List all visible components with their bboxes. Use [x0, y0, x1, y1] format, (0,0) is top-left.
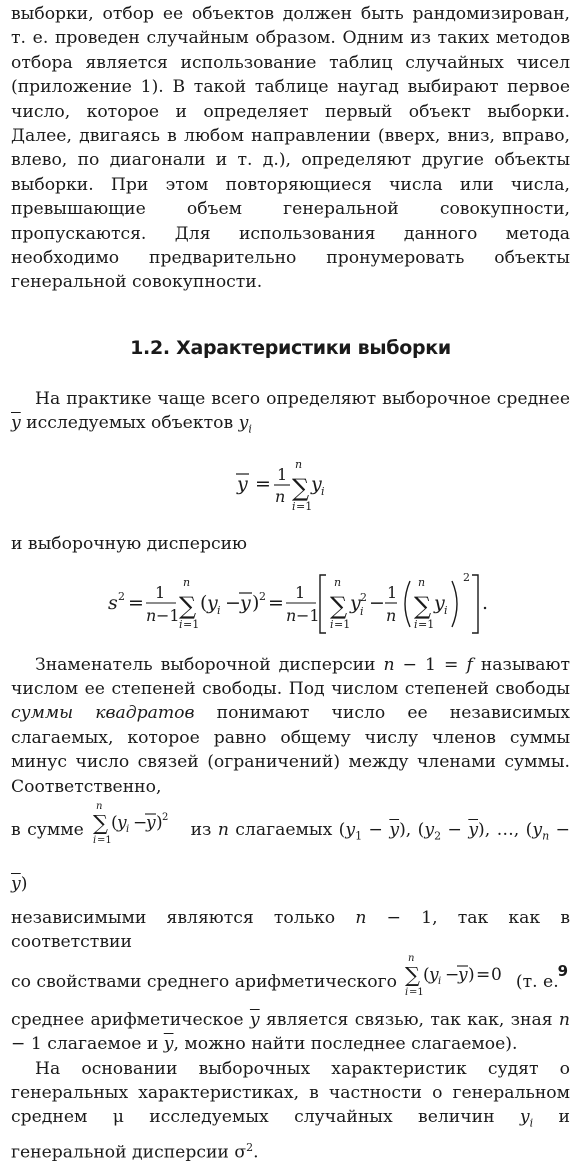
svg-text:n: n	[294, 458, 302, 472]
svg-text:i: i	[329, 617, 334, 631]
svg-text:): )	[468, 964, 476, 985]
constraint-paragraph: среднее арифметическое $\overline{y}$ является связью, так как, зная n − 1 слагаемое и $\overline{y}$, можно найти последнее слагаемое).	[11, 1009, 570, 1055]
intro-paragraph: выборки, отбор ее объектов должен быть рандомизирован, т. е. проведен случайным образом. Одним из таких методов отбора является использование таблиц случайных чисел (приложение 1). В такой таблице наугад выбирают первое число, которое и определяет первый объект выборки. Далее, двигаясь в любом направлении (вверх, вниз, вправо, влево, по диагонали и т. д.), определяют другие объекты выборки. При этом повторяющиеся числа или числа, превышающие объем генеральной совокупности, пропускаются. Для использования данного метода необходимо предварительно пронумеровать объекты генеральной совокупности.	[11, 4, 570, 293]
props-text-a: со свойствами среднего арифметического	[11, 971, 403, 992]
svg-text:n: n	[408, 952, 415, 964]
sum-text-c: слагаемых	[228, 819, 339, 840]
mean-formula-svg	[231, 452, 351, 518]
svg-text:y: y	[349, 591, 361, 614]
general-text-c: .	[253, 1142, 259, 1163]
svg-text:2: 2	[162, 811, 169, 823]
section-heading: 1.2. Характеристики выборки	[130, 336, 451, 359]
svg-text:i: i	[178, 617, 183, 631]
svg-text:y: y	[206, 591, 218, 614]
general-text-a: На основании выборочных характеристик судят о генеральных характеристиках, в частности о генеральном среднем μ исследуемых случайных величин	[11, 1058, 570, 1128]
independent-paragraph: независимыми являются только n − 1, так как в соответствии	[11, 907, 571, 953]
svg-text:=1: =1	[295, 500, 312, 514]
svg-text:y: y	[429, 964, 440, 985]
degrees-of-freedom-paragraph: Знаменатель выборочной дисперсии n − 1 = f называют числом ее степеней свободы. Под числом степеней свободы суммы квадратов понимают число ее независимых слагаемых, которое равно общему числу членов суммы минус число связей (ограничений) между членами суммы. Соответственно,	[11, 654, 570, 797]
svg-text:=1: =1	[182, 617, 199, 631]
yi-symbol: $y_i$	[238, 413, 252, 436]
svg-text:.: .	[481, 591, 488, 614]
props-text-b: (т. е.	[510, 971, 559, 992]
svg-text:∑: ∑	[413, 591, 431, 620]
svg-text:∑: ∑	[93, 810, 109, 835]
svg-text:=1: =1	[409, 986, 425, 997]
df-text-a: Знаменатель выборочной дисперсии	[35, 654, 384, 675]
svg-text:n: n	[285, 605, 296, 625]
indep-text-b: , так как в соответствии	[11, 907, 571, 953]
svg-text:−: −	[133, 812, 148, 833]
svg-text:1: 1	[154, 582, 165, 602]
inline-sum-deviations	[404, 951, 508, 1014]
dispersion-intro: и выборочную дисперсию	[11, 534, 248, 555]
svg-text:∑: ∑	[405, 962, 421, 987]
svg-text:=1: =1	[97, 834, 112, 845]
df-text-c: понимают число ее независимых слагаемых, которое равно общему числу членов суммы минус число связей (ограничений) между членами суммы. Соответственно,	[11, 703, 570, 797]
svg-text:y: y	[433, 591, 445, 614]
svg-text:2: 2	[117, 589, 125, 603]
svg-text:1: 1	[276, 465, 287, 485]
svg-text:−: −	[368, 591, 385, 614]
general-paragraph: На основании выборочных характеристик судят о генеральных характеристиках, в частности о генеральном среднем μ исследуемых случайных величин $y_i$ и генеральной дисперсии $\sigma^2$.	[11, 1058, 570, 1163]
mean-intro-paragraph	[11, 387, 570, 442]
general-sup: 2	[246, 1141, 254, 1155]
sum-text-a: в сумме	[11, 819, 91, 840]
inline-sum-squares	[92, 799, 182, 862]
svg-text:): )	[251, 591, 259, 614]
constraint-text-c: слагаемое и	[47, 1034, 164, 1055]
svg-text:−: −	[445, 964, 460, 985]
svg-text:y: y	[117, 812, 127, 833]
df-text-b: называют числом ее степеней свободы. Под числом степеней свободы	[11, 654, 570, 699]
svg-text:=: =	[267, 591, 284, 614]
general-text-b: и генеральной дисперсии σ	[11, 1107, 570, 1163]
variance-formula-svg	[106, 567, 506, 639]
svg-text:n: n	[145, 605, 156, 625]
svg-text:i: i	[443, 603, 448, 617]
svg-text:y: y	[236, 473, 248, 496]
svg-text:(: (	[111, 812, 118, 833]
constraint-text-a: среднее арифметическое	[11, 1009, 250, 1030]
svg-text:i: i	[413, 617, 418, 631]
sum-text-b: из	[184, 819, 218, 840]
svg-text:∑: ∑	[178, 591, 196, 620]
svg-text:=: =	[476, 964, 491, 985]
mean-intro-text-b: исследуемых объектов	[20, 413, 239, 434]
mean-intro-text-a: На практике чаще всего определяют выборочное среднее	[35, 388, 570, 409]
svg-text:2: 2	[462, 570, 470, 584]
svg-text:∑: ∑	[329, 591, 347, 620]
svg-text:n: n	[182, 575, 190, 589]
constraint-text-b: является связью, так как, зная	[259, 1009, 559, 1030]
svg-text:n: n	[274, 487, 285, 507]
svg-text:2: 2	[258, 589, 266, 603]
constraint-text-d: , можно найти последнее слагаемое).	[173, 1034, 518, 1055]
svg-text:i: i	[126, 823, 130, 835]
svg-text:y: y	[458, 964, 469, 985]
svg-text:i: i	[216, 603, 221, 617]
n-symbol: n	[217, 819, 229, 840]
svg-text:s: s	[107, 591, 118, 614]
sum-paragraph: в сумме n ∑ i =1 ( y i − y ) 2 из n слагаемых $(y_1 - \overline{y})$, $(y_2 - \overline{y})$, …, $(y_n - \overline{y})$	[11, 800, 571, 894]
svg-text:i: i	[320, 485, 325, 499]
df-emphasis: суммы квадратов	[11, 703, 195, 724]
svg-text:(: (	[199, 591, 207, 614]
svg-text:i: i	[93, 834, 97, 845]
svg-text:∑: ∑	[291, 474, 309, 503]
svg-text:y: y	[146, 812, 156, 833]
df-expression: n	[383, 654, 395, 675]
svg-text:0: 0	[491, 964, 503, 985]
svg-text:n: n	[96, 800, 103, 812]
svg-text:n: n	[385, 605, 396, 625]
inline-sum-squares-svg	[92, 799, 182, 845]
svg-text:=1: =1	[417, 617, 434, 631]
mean-symbol: $\overline{y}$	[11, 413, 21, 434]
f-symbol: f	[466, 654, 473, 675]
svg-text:1: 1	[294, 582, 305, 602]
svg-text:(: (	[423, 964, 431, 985]
svg-text:y: y	[310, 473, 322, 496]
mean-formula	[11, 452, 570, 522]
svg-text:n: n	[333, 575, 341, 589]
svg-text:): )	[156, 812, 163, 833]
indep-text-a: независимыми являются только	[11, 907, 356, 928]
inline-sum-deviations-svg	[404, 951, 508, 997]
svg-text:2: 2	[359, 590, 367, 604]
svg-text:y: y	[239, 591, 251, 614]
variance-formula	[41, 567, 570, 643]
svg-text:i: i	[405, 986, 409, 997]
svg-text:1: 1	[386, 582, 397, 602]
svg-text:−1: −1	[155, 605, 180, 625]
svg-text:−: −	[224, 591, 241, 614]
svg-text:i: i	[291, 500, 296, 514]
svg-text:−1: −1	[295, 605, 320, 625]
properties-paragraph	[11, 951, 570, 1014]
page-number: 9	[557, 962, 568, 980]
svg-text:i: i	[438, 975, 442, 987]
svg-text:=: =	[127, 591, 144, 614]
svg-text:=: =	[254, 473, 271, 496]
svg-text:n: n	[417, 575, 425, 589]
svg-text:i: i	[359, 604, 364, 618]
svg-text:=1: =1	[333, 617, 350, 631]
